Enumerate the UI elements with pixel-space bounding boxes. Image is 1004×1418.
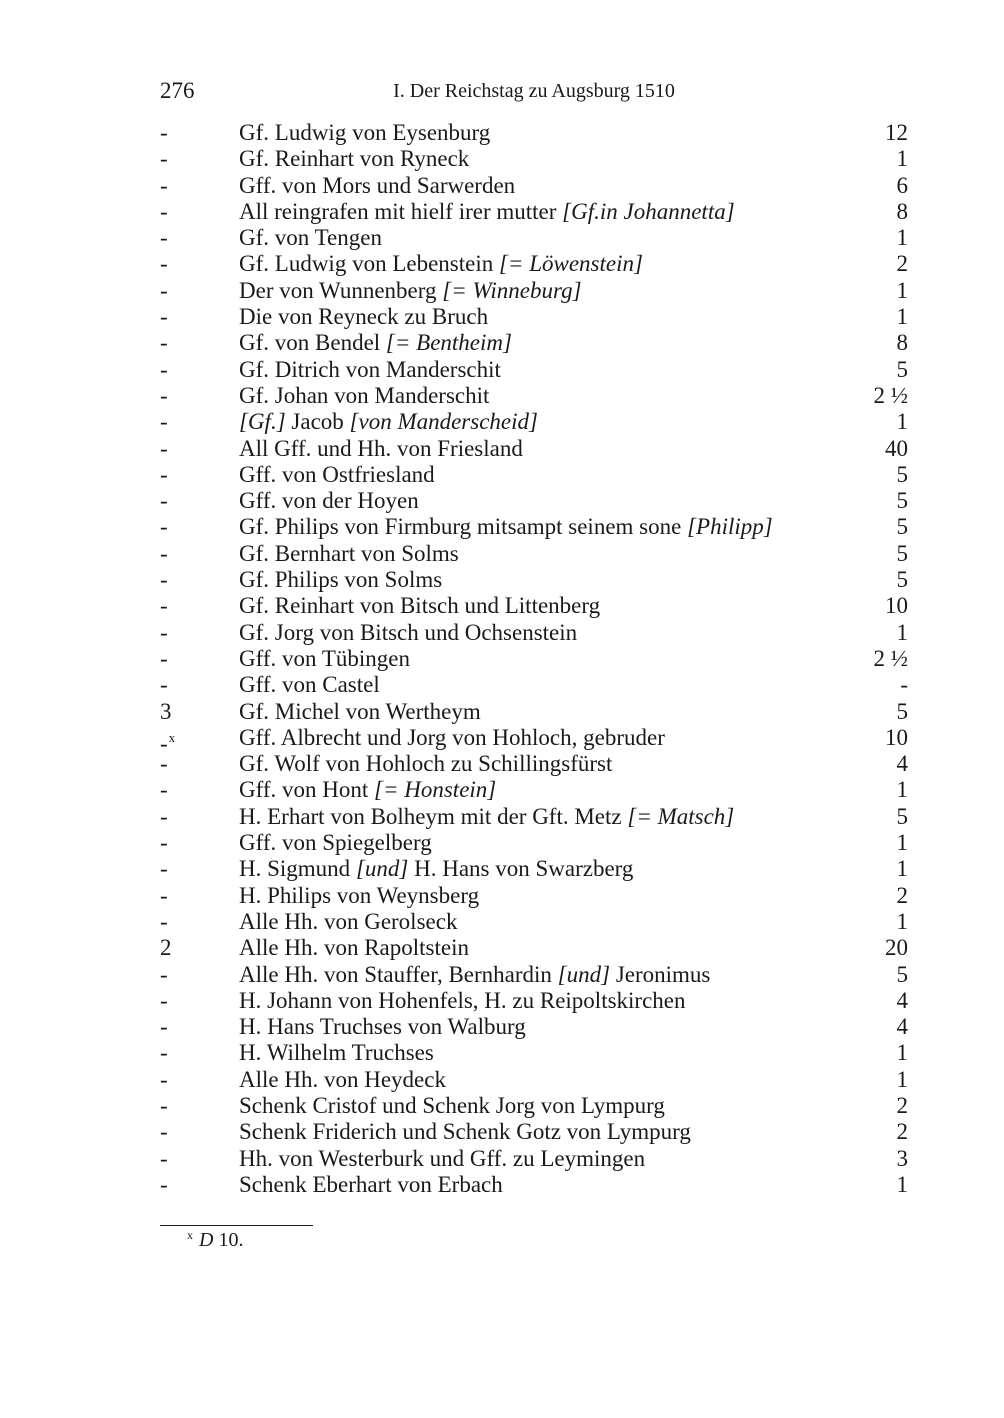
entry-amount: 5 <box>896 488 908 514</box>
list-item <box>160 1119 908 1145</box>
entry-mark-text: - <box>160 567 168 593</box>
entry-name-text: H. Hans Truchses von Walburg <box>239 1014 526 1040</box>
list-item <box>160 514 908 540</box>
list-item <box>160 146 908 172</box>
entry-mark-text: - <box>160 488 168 514</box>
running-title: I. Der Reichstag zu Augsburg 1510 <box>393 80 675 102</box>
entry-name <box>239 672 380 698</box>
entry-mark <box>160 1067 168 1093</box>
list-item <box>160 199 908 225</box>
entry-mark <box>160 856 168 882</box>
list-item <box>160 1014 908 1040</box>
entry-mark <box>160 514 168 540</box>
entry-name <box>239 804 734 830</box>
entry-amount: 2 <box>896 882 908 908</box>
entry-amount: 10 <box>885 593 908 619</box>
entry-mark-text: - <box>160 1066 168 1092</box>
entry-name-text: Jeronimus <box>610 961 711 987</box>
entry-name <box>239 935 469 961</box>
entry-amount: 2 <box>896 1119 908 1145</box>
entry-mark <box>160 777 168 803</box>
editorial-note: [und] <box>557 961 611 987</box>
entry-amount: - <box>900 672 908 698</box>
entry-name <box>239 725 665 751</box>
list-item <box>160 120 908 146</box>
entry-name <box>239 1014 526 1040</box>
entry-amount: 10 <box>885 724 908 750</box>
entry-mark-text: - <box>160 251 168 277</box>
entry-amount: 1 <box>896 277 908 303</box>
entry-mark <box>160 962 168 988</box>
entry-name <box>239 646 410 672</box>
entry-amount: 4 <box>896 1014 908 1040</box>
entry-name <box>239 567 442 593</box>
entry-mark-text: - <box>160 277 168 303</box>
entry-mark <box>160 304 168 330</box>
entry-amount: 1 <box>896 1171 908 1197</box>
list-item <box>160 988 908 1014</box>
footnote-divider <box>160 1225 313 1226</box>
entry-mark-text: - <box>160 514 168 540</box>
entry-mark-text: - <box>160 1014 168 1040</box>
entry-mark <box>160 436 168 462</box>
entry-amount: 1 <box>896 409 908 435</box>
entry-mark-text: - <box>160 330 168 356</box>
entry-name-text: H. Erhart von Bolheym mit der Gft. Metz <box>239 803 628 829</box>
entry-mark-text: - <box>160 961 168 987</box>
page-number: 276 <box>160 78 195 103</box>
entry-name <box>239 120 490 146</box>
editorial-note: [Gf.] <box>239 409 286 435</box>
entry-mark <box>160 146 168 172</box>
entry-name-text: H. Philips von Weynsberg <box>239 882 480 908</box>
entry-amount: 1 <box>896 304 908 330</box>
entry-name <box>239 146 469 172</box>
entry-name <box>239 620 577 646</box>
entry-mark-text: - <box>160 882 168 908</box>
entry-name <box>239 1119 691 1145</box>
list-item <box>160 935 908 961</box>
entry-name <box>239 278 582 304</box>
entry-mark <box>160 383 168 409</box>
entry-name <box>239 1172 503 1198</box>
list-item <box>160 436 908 462</box>
entry-mark-text: - <box>160 356 168 382</box>
footnote-number: 10. <box>218 1229 244 1251</box>
list-item <box>160 1067 908 1093</box>
entry-name-text: Gf. Reinhart von Ryneck <box>239 146 470 172</box>
entry-mark-text: - <box>160 304 168 330</box>
entry-name <box>239 409 538 435</box>
list-item <box>160 830 908 856</box>
entry-name-text: Der von Wunnenberg <box>239 277 443 303</box>
entry-amount: 2 ½ <box>873 382 908 408</box>
entry-name-text: Gf. Johan von Manderschit <box>239 382 490 408</box>
list-item <box>160 567 908 593</box>
entry-mark-text: - <box>160 435 168 461</box>
list-item <box>160 804 908 830</box>
list-item <box>160 593 908 619</box>
entry-mark-text: - <box>160 987 168 1013</box>
entry-name <box>239 593 600 619</box>
entry-list <box>160 120 908 1198</box>
list-item <box>160 962 908 988</box>
entry-amount: 1 <box>896 1040 908 1066</box>
entry-mark-text: - <box>160 908 168 934</box>
entry-mark <box>160 225 168 251</box>
entry-mark-text: - <box>160 803 168 829</box>
entry-name-text: Gff. von Castel <box>239 672 380 698</box>
list-item <box>160 777 908 803</box>
entry-name <box>239 962 710 988</box>
entry-name <box>239 330 512 356</box>
list-item <box>160 751 908 777</box>
entry-mark <box>160 672 168 698</box>
entry-name-text: Schenk Eberhart von Erbach <box>239 1171 503 1197</box>
entry-mark-text: - <box>160 146 168 172</box>
entry-amount: 5 <box>896 961 908 987</box>
list-item <box>160 672 908 698</box>
editorial-note: [Philipp] <box>687 514 773 540</box>
entry-name <box>239 436 523 462</box>
entry-name-text: Gf. von Bendel <box>239 330 386 356</box>
entry-name <box>239 488 419 514</box>
entry-name-text: Gf. Jorg von Bitsch und Ochsenstein <box>239 619 578 645</box>
entry-name <box>239 988 686 1014</box>
entry-name <box>239 304 488 330</box>
list-item <box>160 330 908 356</box>
entry-amount: 8 <box>896 330 908 356</box>
entry-name <box>239 1067 446 1093</box>
entry-name-text: Gf. von Tengen <box>239 225 382 251</box>
entry-amount: 5 <box>896 698 908 724</box>
editorial-note: [= Matsch] <box>627 803 735 829</box>
editorial-note: [= Winneburg] <box>442 277 582 303</box>
entry-mark <box>160 462 168 488</box>
entry-name <box>239 383 489 409</box>
entry-name-text: Gf. Philips von Solms <box>239 567 443 593</box>
entry-amount: 2 <box>896 1092 908 1118</box>
list-item <box>160 1146 908 1172</box>
list-item <box>160 409 908 435</box>
entry-amount: 5 <box>896 461 908 487</box>
footnote-marker: x <box>187 1228 193 1242</box>
entry-mark-text: - <box>160 540 168 566</box>
entry-name <box>239 173 515 199</box>
entry-name <box>239 251 643 277</box>
entry-mark-text: - <box>160 645 168 671</box>
entry-mark <box>160 1172 168 1198</box>
entry-amount: 1 <box>896 619 908 645</box>
entry-amount: 2 <box>896 251 908 277</box>
entry-amount: 1 <box>896 1066 908 1092</box>
entry-name-text: Alle Hh. von Heydeck <box>239 1066 446 1092</box>
entry-mark <box>160 830 168 856</box>
list-item <box>160 646 908 672</box>
entry-name-text: Gff. von der Hoyen <box>239 488 419 514</box>
entry-name-text: Gff. von Hont <box>239 777 375 803</box>
entry-mark-text: - <box>160 120 168 145</box>
entry-name <box>239 777 496 803</box>
entry-amount: 4 <box>896 751 908 777</box>
entry-amount: 1 <box>896 146 908 172</box>
list-item <box>160 1040 908 1066</box>
list-item <box>160 383 908 409</box>
entry-name-text: Jacob <box>285 409 350 435</box>
list-item <box>160 357 908 383</box>
entry-amount: 20 <box>885 935 908 961</box>
entry-name-text: Gf. Michel von Wertheym <box>239 698 481 724</box>
entry-mark-text: - <box>160 409 168 435</box>
entry-name-text: Gf. Bernhart von Solms <box>239 540 459 566</box>
editorial-note: [und] <box>355 856 409 882</box>
entry-name <box>239 514 773 540</box>
entry-amount: 5 <box>896 567 908 593</box>
entry-mark <box>160 541 168 567</box>
entry-mark-text: - <box>160 751 168 777</box>
entry-amount: 3 <box>896 1145 908 1171</box>
editorial-note: [= Löwenstein] <box>498 251 643 277</box>
entry-amount: 1 <box>896 908 908 934</box>
entry-mark-text: - <box>160 1145 168 1171</box>
entry-name <box>239 830 432 856</box>
entry-amount: 5 <box>896 356 908 382</box>
page-header <box>160 78 908 108</box>
entry-mark <box>160 199 168 225</box>
list-item <box>160 1172 908 1198</box>
entry-mark <box>160 409 168 435</box>
entry-mark <box>160 278 168 304</box>
entry-name-text: H. Johann von Hohenfels, H. zu Reipoltskirchen <box>239 987 686 1013</box>
entry-name-text: Gff. von Spiegelberg <box>239 830 432 856</box>
entry-mark <box>160 620 168 646</box>
entry-amount: 1 <box>896 225 908 251</box>
entry-mark <box>160 488 168 514</box>
entry-name-text: Gf. Wolf von Hohloch zu Schillingsfürst <box>239 751 613 777</box>
entry-mark <box>160 883 168 909</box>
entry-amount: 1 <box>896 830 908 856</box>
entry-mark <box>160 988 168 1014</box>
entry-name <box>239 856 633 882</box>
entry-mark-text: - <box>160 777 168 803</box>
entry-mark <box>160 1014 168 1040</box>
entry-mark <box>160 251 168 277</box>
entry-name-text: Hh. von Westerburk und Gff. zu Leymingen <box>239 1145 646 1171</box>
list-item <box>160 304 908 330</box>
entry-mark <box>160 120 168 146</box>
editorial-note: [von Manderscheid] <box>349 409 538 435</box>
entry-name-text: Gff. von Mors und Sarwerden <box>239 172 516 198</box>
entry-name-text: Gff. von Tübingen <box>239 645 410 671</box>
entry-mark <box>160 330 168 356</box>
list-item <box>160 699 908 725</box>
entry-name-text: All reingrafen mit hielf irer mutter <box>239 198 563 224</box>
list-item <box>160 251 908 277</box>
entry-amount: 1 <box>896 856 908 882</box>
list-item <box>160 488 908 514</box>
entry-mark-text: - <box>160 672 168 698</box>
list-item <box>160 278 908 304</box>
entry-mark <box>160 751 168 777</box>
entry-name-text: Alle Hh. von Gerolseck <box>239 908 458 934</box>
entry-mark <box>160 567 168 593</box>
entry-amount: 5 <box>896 514 908 540</box>
list-item <box>160 724 908 756</box>
entry-mark <box>160 646 168 672</box>
entry-name-text: H. Sigmund <box>239 856 356 882</box>
entry-mark-text: - <box>160 593 168 619</box>
entry-name-text: H. Hans von Swarzberg <box>408 856 634 882</box>
entry-name-text: Gf. Reinhart von Bitsch und Littenberg <box>239 593 601 619</box>
entry-amount: 5 <box>896 803 908 829</box>
entry-name-text: Gf. Ludwig von Eysenburg <box>239 120 491 145</box>
entry-mark-text: - <box>160 1040 168 1066</box>
entry-name <box>239 541 459 567</box>
entry-mark <box>160 357 168 383</box>
entry-name <box>239 199 735 225</box>
entry-name-text: Schenk Cristof und Schenk Jorg von Lympurg <box>239 1092 665 1118</box>
entry-name <box>239 357 501 383</box>
entry-name-text: Gf. Ditrich von Manderschit <box>239 356 501 382</box>
entry-name <box>239 883 479 909</box>
entry-mark-text: 3 <box>160 698 172 724</box>
entry-name-text: All Gff. und Hh. von Friesland <box>239 435 523 461</box>
entry-amount: 1 <box>896 777 908 803</box>
list-item <box>160 462 908 488</box>
entry-name <box>239 462 435 488</box>
entry-mark-text: - <box>160 830 168 856</box>
list-item <box>160 883 908 909</box>
entry-mark-text: - <box>160 198 168 224</box>
entry-mark-text: - <box>160 1171 168 1197</box>
footnote <box>187 1228 243 1252</box>
entry-name-text: Gf. Ludwig von Lebenstein <box>239 251 499 277</box>
entry-mark-text: - <box>160 1119 168 1145</box>
entry-mark <box>160 1093 168 1119</box>
entry-mark <box>160 699 172 725</box>
editorial-note: [= Bentheim] <box>385 330 512 356</box>
entry-amount: 8 <box>896 198 908 224</box>
entry-mark-text: 2 <box>160 935 172 961</box>
entry-amount: 2 ½ <box>873 645 908 671</box>
footnote-reference: x <box>168 729 176 745</box>
entry-amount: 6 <box>896 172 908 198</box>
entry-mark <box>160 935 172 961</box>
entry-mark <box>160 909 168 935</box>
entry-name <box>239 225 382 251</box>
entry-mark-text: - <box>160 461 168 487</box>
editorial-note: [Gf.in Johannetta] <box>562 198 735 224</box>
entry-mark <box>160 1119 168 1145</box>
entry-name <box>239 909 457 935</box>
entry-name <box>239 1093 665 1119</box>
footnote-source: D <box>199 1229 214 1251</box>
entry-amount: 5 <box>896 540 908 566</box>
list-item <box>160 173 908 199</box>
entry-name <box>239 751 612 777</box>
entry-mark-text: - <box>160 172 168 198</box>
list-item <box>160 225 908 251</box>
entry-name-text: Alle Hh. von Stauffer, Bernhardin <box>239 961 558 987</box>
entry-name-text: Gff. von Ostfriesland <box>239 461 435 487</box>
entry-amount: 40 <box>885 435 908 461</box>
entry-name-text: Schenk Friderich und Schenk Gotz von Lympurg <box>239 1119 691 1145</box>
entry-amount: 4 <box>896 987 908 1013</box>
entry-mark-text: - <box>160 1092 168 1118</box>
list-item <box>160 541 908 567</box>
entry-mark <box>160 593 168 619</box>
entry-mark-text: - <box>160 856 168 882</box>
entry-name <box>239 699 481 725</box>
entry-mark-text: - <box>160 619 168 645</box>
entry-mark <box>160 173 168 199</box>
editorial-note: [= Honstein] <box>374 777 497 803</box>
list-item <box>160 1093 908 1119</box>
entry-name <box>239 1040 434 1066</box>
entry-name-text: Gff. Albrecht und Jorg von Hohloch, gebruder <box>239 724 665 750</box>
entry-mark <box>160 1040 168 1066</box>
entry-mark-text: - <box>160 225 168 251</box>
entry-name-text: Die von Reyneck zu Bruch <box>239 304 489 330</box>
entry-amount: 12 <box>885 120 908 145</box>
list-item <box>160 620 908 646</box>
entry-name <box>239 1146 645 1172</box>
entry-mark-text: - <box>160 382 168 408</box>
entry-name-text: H. Wilhelm Truchses <box>239 1040 434 1066</box>
entry-name-text: Alle Hh. von Rapoltstein <box>239 935 469 961</box>
entry-mark-text: - <box>160 730 168 756</box>
list-item <box>160 909 908 935</box>
entry-mark <box>160 1146 168 1172</box>
list-item <box>160 856 908 882</box>
entry-mark <box>160 804 168 830</box>
entry-name-text: Gf. Philips von Firmburg mitsampt seinem sone <box>239 514 688 540</box>
